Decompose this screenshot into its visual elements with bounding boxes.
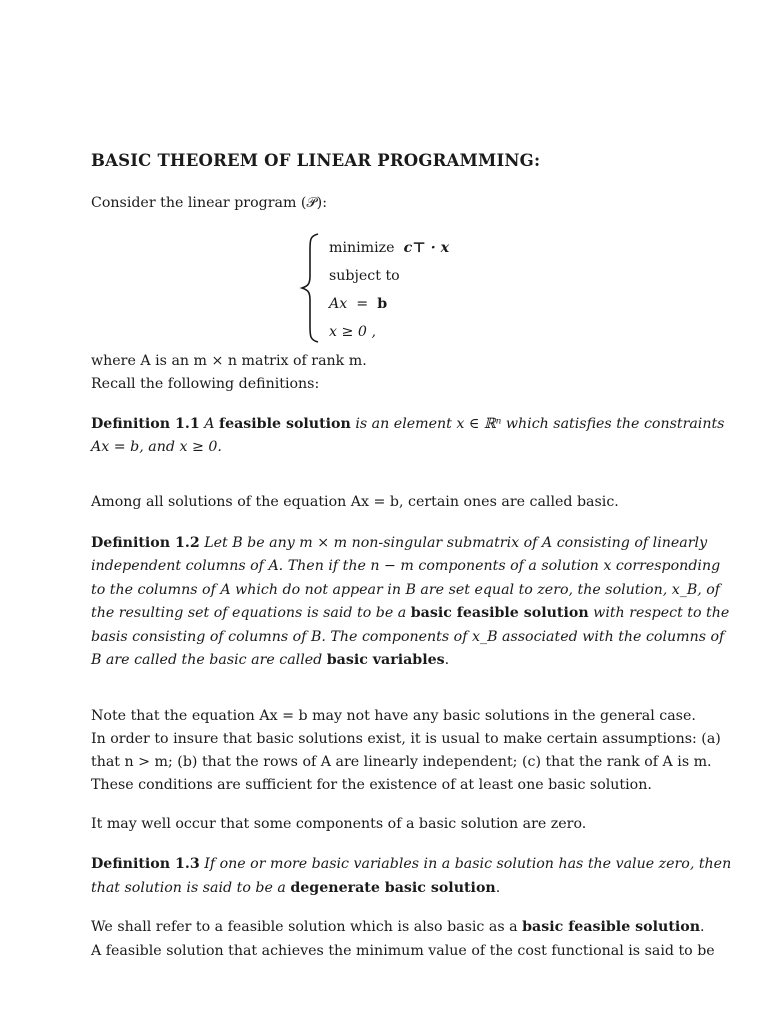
left-brace-icon — [298, 232, 324, 344]
definition-1-2-line-4: the resulting set of equations is said to be a basic feasible solution with respect to the — [91, 605, 730, 621]
definition-1-3-label: Definition 1.3 — [91, 856, 200, 872]
final-line-2: A feasible solution that achieves the minimum value of the cost functional is said to be — [91, 943, 715, 959]
may-well-text: It may well occur that some components of a basic solution are zero. — [91, 816, 587, 832]
objective-line — [329, 240, 449, 256]
definition-1-2-label: Definition 1.2 — [91, 535, 200, 551]
basic-feasible-solution-term-2: basic feasible solution — [522, 919, 701, 935]
definition-1-2-line-6: B are called the basic are called basic variables. — [91, 652, 450, 668]
definition-1-2-line-1: Definition 1.2 Let B be any m × m non-singular submatrix of A consisting of linearly — [91, 535, 708, 551]
recall-text: Recall the following definitions: — [91, 376, 320, 392]
constraint-rhs: b — [377, 296, 388, 312]
minimize-word: minimize — [329, 240, 395, 256]
intro-text: Consider the linear program (𝒫): — [91, 195, 327, 211]
note-line-4: These conditions are sufficient for the existence of at least one basic solution. — [91, 777, 652, 793]
definition-1-1-line-2: Ax = b, and x ≥ 0. — [91, 439, 222, 455]
note-line-2: In order to insure that basic solutions exist, it is usual to make certain assumptions: (a) — [91, 731, 721, 747]
among-text: Among all solutions of the equation Ax = b, certain ones are called basic. — [91, 494, 619, 510]
constraint-lhs: Ax — [329, 296, 348, 312]
definition-1-1-line-1: Definition 1.1 A feasible solution is an element x ∈ ℝⁿ which satisfies the constraints — [91, 416, 725, 432]
note-line-3: that n > m; (b) that the rows of A are linearly independent; (c) that the rank of A is m. — [91, 754, 712, 770]
definition-1-3-line-1: Definition 1.3 If one or more basic variables in a basic solution has the value zero, then — [91, 856, 732, 872]
constraint-line — [329, 296, 387, 312]
definition-1-2-line-3: to the columns of A which do not appear in B are set equal to zero, the solution, x_B, of — [91, 582, 721, 598]
definition-1-2-line-2: independent columns of A. Then if the n − m components of a solution x corresponding — [91, 558, 721, 574]
degenerate-basic-solution-term: degenerate basic solution — [290, 880, 496, 896]
page-title: BASIC THEOREM OF LINEAR PROGRAMMING: — [91, 151, 541, 170]
subject-to-line: subject to — [329, 268, 400, 284]
final-line-1: We shall refer to a feasible solution which is also basic as a basic feasible solution. — [91, 919, 705, 935]
constraint-eq: = — [356, 296, 369, 312]
objective-expression: c⊤ · x — [403, 240, 450, 256]
nonnegativity-line: x ≥ 0 , — [329, 324, 376, 340]
basic-feasible-solution-term: basic feasible solution — [410, 605, 589, 621]
where-text: where A is an m × n matrix of rank m. — [91, 353, 367, 369]
definition-1-3-line-2: that solution is said to be a degenerate basic solution. — [91, 880, 501, 896]
note-line-1: Note that the equation Ax = b may not have any basic solutions in the general case. — [91, 708, 696, 724]
basic-variables-term: basic variables — [326, 652, 445, 668]
feasible-solution-term: feasible solution — [218, 416, 351, 432]
definition-1-1-label: Definition 1.1 — [91, 416, 200, 432]
definition-1-2-line-5: basis consisting of columns of B. The components of x_B associated with the columns of — [91, 629, 725, 645]
